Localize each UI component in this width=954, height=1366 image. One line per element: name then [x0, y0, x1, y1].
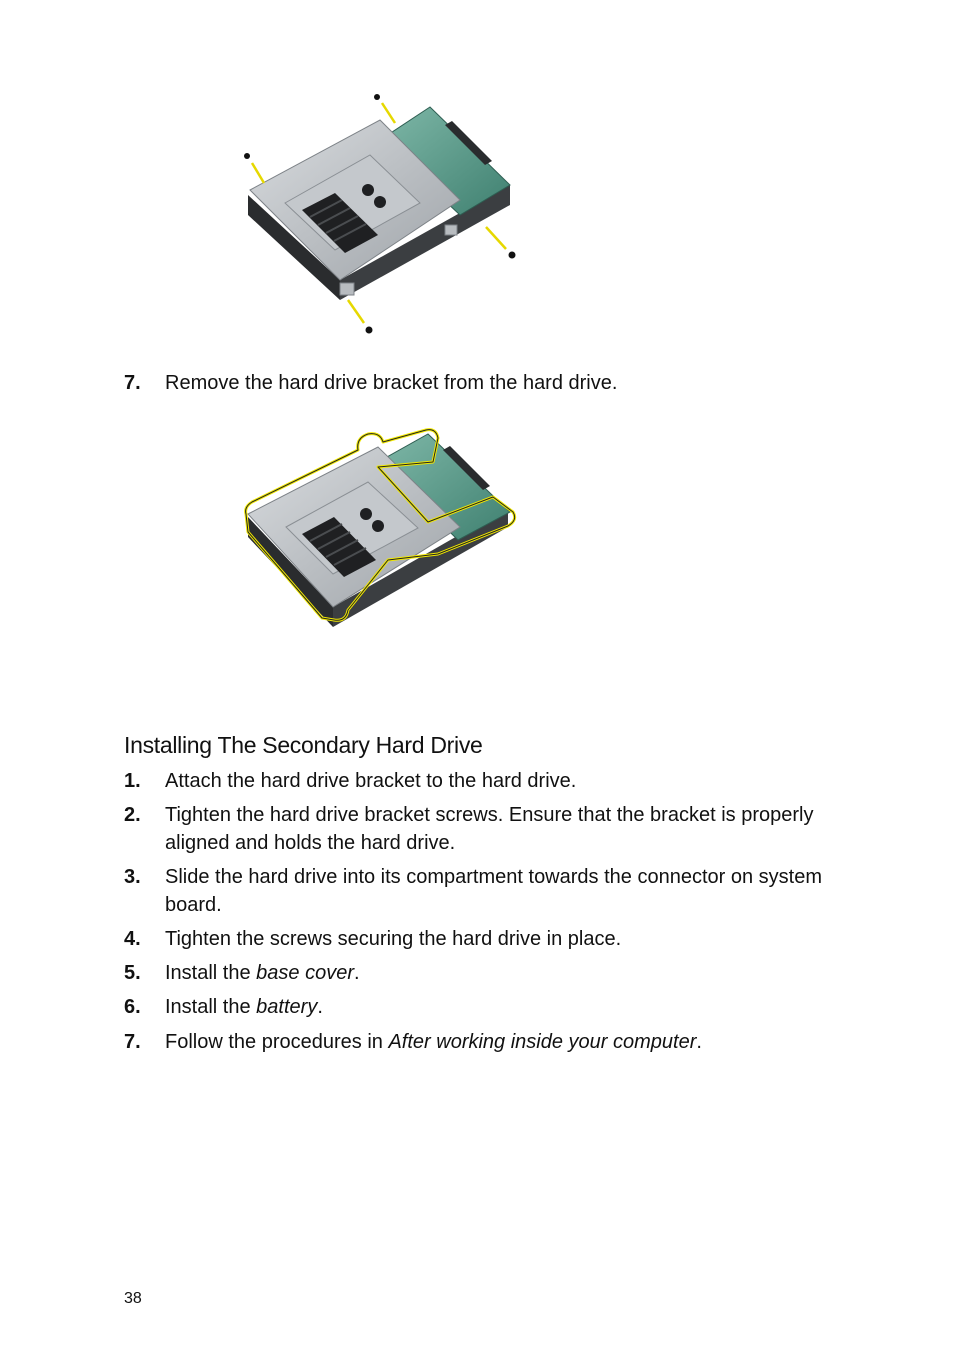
step-number: 7.	[124, 1031, 141, 1053]
section-title: Installing The Secondary Hard Drive	[124, 732, 483, 759]
step-number: 6.	[124, 996, 141, 1018]
install-step-6	[124, 993, 864, 1021]
step-text: Install the base cover.	[165, 962, 360, 984]
step-text: Slide the hard drive into its compartment towards the connector on system board.	[165, 866, 822, 916]
step-text: Follow the procedures in After working inside your computer.	[165, 1031, 702, 1053]
step-number: 1.	[124, 770, 141, 792]
step-text: Install the battery.	[165, 996, 323, 1018]
install-step-7	[124, 1028, 864, 1056]
base-cover-link[interactable]: base cover	[256, 962, 355, 984]
step-text: Tighten the screws securing the hard drive in place.	[165, 928, 622, 950]
install-step-1	[124, 767, 864, 795]
hard-drive-bracket-highlight-figure	[238, 422, 528, 637]
battery-link[interactable]: battery	[256, 996, 318, 1018]
step-number: 5.	[124, 962, 141, 984]
page-number: 38	[124, 1290, 142, 1307]
install-step-5	[124, 959, 864, 987]
hard-drive-bracket-screws-figure	[230, 85, 540, 345]
step-number: 4.	[124, 928, 141, 950]
step-text: Tighten the hard drive bracket screws. Ensure that the bracket is properly aligned and holds the hard drive.	[165, 804, 814, 854]
step-number: 7.	[124, 372, 141, 394]
step-text: Remove the hard drive bracket from the hard drive.	[165, 372, 618, 394]
step-number: 3.	[124, 866, 141, 888]
install-step-2	[124, 801, 864, 857]
step-number: 2.	[124, 804, 141, 826]
removal-step	[124, 369, 864, 397]
install-step-4	[124, 925, 864, 953]
after-working-link[interactable]: After working inside your computer	[388, 1031, 697, 1053]
install-step-3	[124, 863, 864, 919]
step-text: Attach the hard drive bracket to the hard drive.	[165, 770, 577, 792]
